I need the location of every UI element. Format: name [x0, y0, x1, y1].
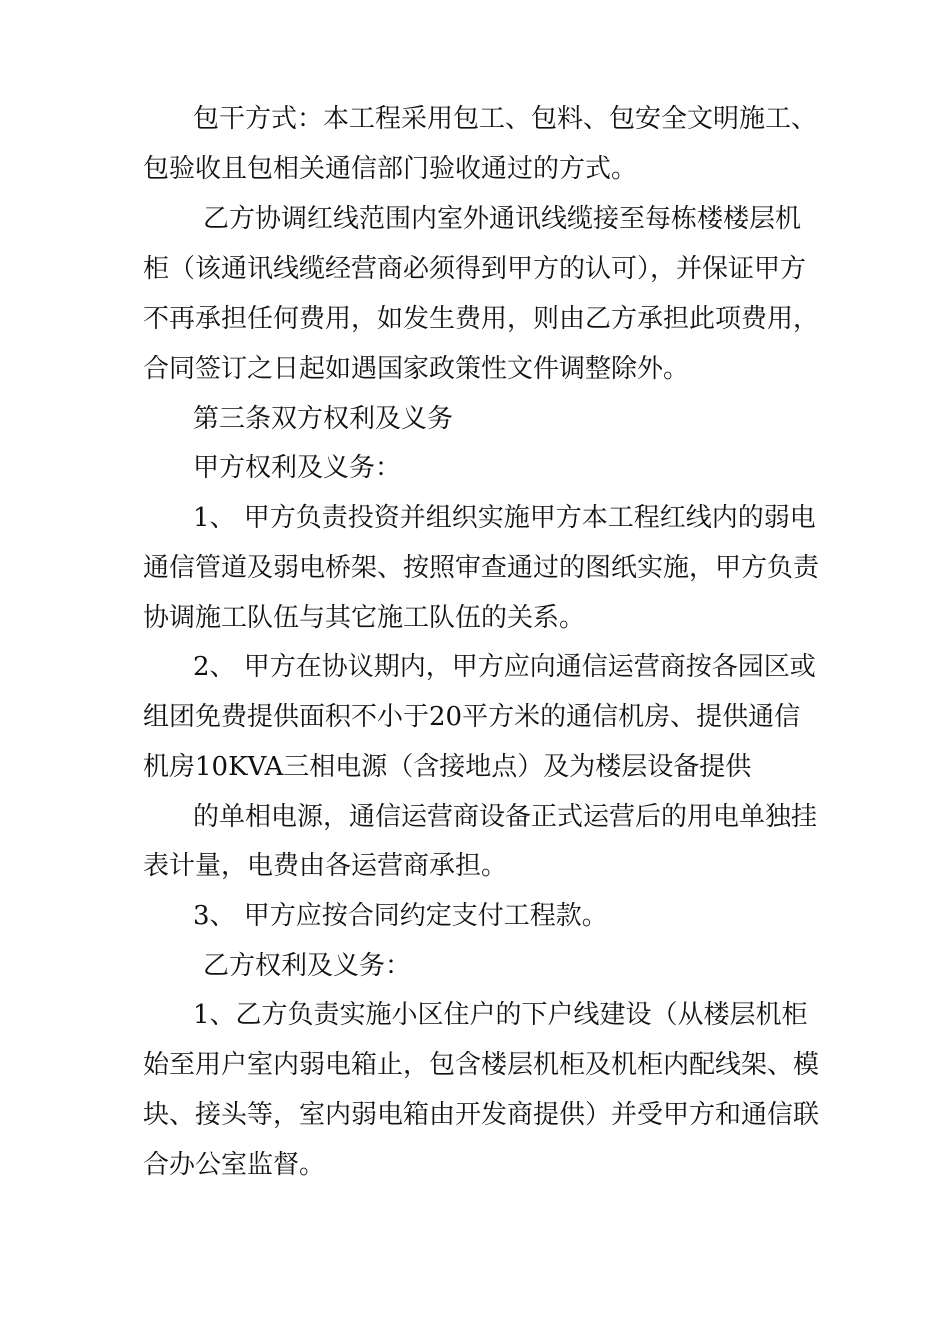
paragraph-line: 组团免费提供面积不小于20平方米的通信机房、提供通信: [143, 702, 801, 732]
paragraph-line: 乙方协调红线范围内室外通讯线缆接至每栋楼楼层机: [203, 204, 802, 234]
paragraph-line: 包验收且包相关通信部门验收通过的方式。: [143, 154, 638, 184]
paragraph-line: 不再承担任何费用，如发生费用，则由乙方承担此项费用，: [143, 304, 820, 334]
paragraph-line: 包干方式：本工程采用包工、包料、包安全文明施工、: [193, 104, 818, 134]
paragraph-line: 块、接头等，室内弱电箱由开发商提供）并受甲方和通信联: [143, 1100, 820, 1130]
paragraph-line: 3、 甲方应按合同约定支付工程款。: [193, 901, 608, 931]
paragraph-line: 协调施工队伍与其它施工队伍的关系。: [143, 603, 586, 633]
section-heading: 第三条双方权利及义务: [193, 404, 454, 434]
paragraph-line: 合办公室监督。: [143, 1150, 326, 1180]
paragraph-line: 1、 甲方负责投资并组织实施甲方本工程红线内的弱电: [193, 503, 816, 533]
paragraph-line: 机房10KVA三相电源（含接地点）及为楼层设备提供: [143, 752, 752, 782]
paragraph-line: 的单相电源，通信运营商设备正式运营后的用电单独挂: [193, 802, 818, 832]
subsection-heading: 乙方权利及义务：: [203, 951, 412, 981]
paragraph-line: 通信管道及弱电桥架、按照审查通过的图纸实施，甲方负责: [143, 553, 820, 583]
paragraph-line: 2、 甲方在协议期内，甲方应向通信运营商按各园区或: [193, 652, 816, 682]
paragraph-line: 表计量，电费由各运营商承担。: [143, 851, 508, 881]
paragraph-line: 始至用户室内弱电箱止，包含楼层机柜及机柜内配线架、模: [143, 1050, 820, 1080]
paragraph-line: 柜（该通讯线缆经营商必须得到甲方的认可），并保证甲方: [143, 254, 807, 284]
subsection-heading: 甲方权利及义务：: [193, 453, 402, 483]
paragraph-line: 1、乙方负责实施小区住户的下户线建设（从楼层机柜: [193, 1000, 808, 1030]
paragraph-line: 合同签订之日起如遇国家政策性文件调整除外。: [143, 354, 690, 384]
